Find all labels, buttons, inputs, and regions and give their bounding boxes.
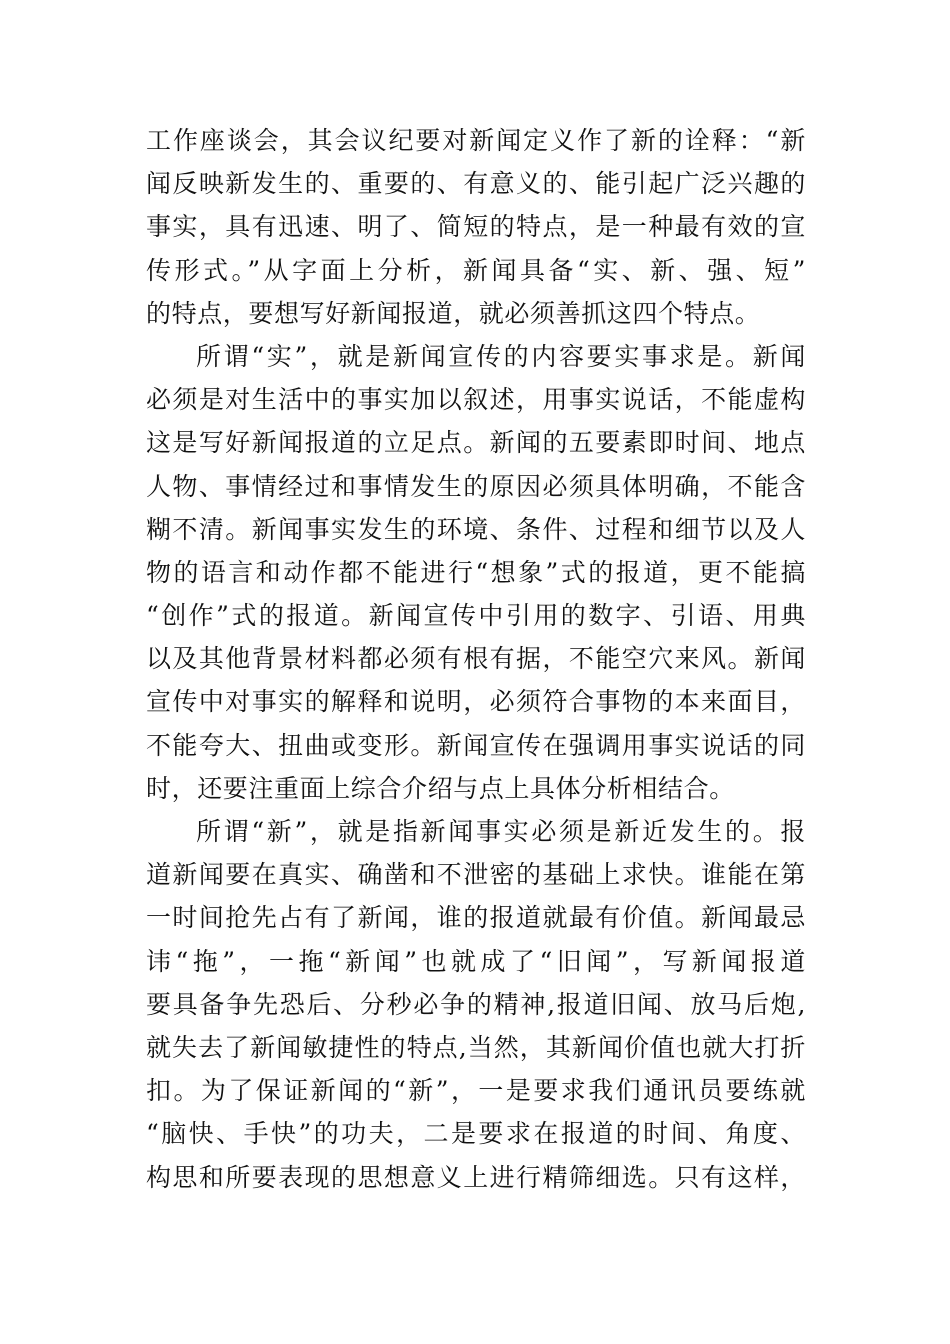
text-line: 这是写好新闻报道的立足点。新闻的五要素即时间、地点	[146, 428, 806, 458]
body-text	[146, 119, 806, 1199]
text-line: 构思和所要表现的思想意义上进行精筛细选。只有这样，	[146, 1162, 806, 1192]
text-line: 的特点，要想写好新闻报道，就必须善抓这四个特点。	[146, 298, 761, 328]
text-line: 讳“拖”，一拖“新闻”也就成了“旧闻”，写新闻报道	[146, 946, 806, 976]
text-line: 不能夸大、扭曲或变形。新闻宣传在强调用事实说话的同	[146, 730, 806, 760]
text-line: 闻反映新发生的、重要的、有意义的、能引起广泛兴趣的	[146, 169, 806, 199]
text-line: 要具备争先恐后、分秒必争的精神,报道旧闻、放马后炮,	[146, 989, 806, 1019]
text-line: 道新闻要在真实、确凿和不泄密的基础上求快。谁能在第	[146, 860, 806, 890]
text-line: 扣。为了保证新闻的“新”，一是要求我们通讯员要练就	[146, 1076, 806, 1106]
text-line: 物的语言和动作都不能进行“想象”式的报道，更不能搞	[146, 557, 806, 587]
text-line: 就失去了新闻敏捷性的特点,当然，其新闻价值也就大打折	[146, 1032, 806, 1062]
text-line: “脑快、手快”的功夫，二是要求在报道的时间、角度、	[146, 1119, 806, 1149]
text-line: 一时间抢先占有了新闻，谁的报道就最有价值。新闻最忌	[146, 903, 806, 933]
text-line: 所谓“新”，就是指新闻事实必须是新近发生的。报	[196, 817, 806, 846]
text-line: 人物、事情经过和事情发生的原因必须具体明确，不能含	[146, 471, 806, 501]
text-line: 时，还要注重面上综合介绍与点上具体分析相结合。	[146, 773, 735, 803]
text-line: 糊不清。新闻事实发生的环境、条件、过程和细节以及人	[146, 514, 806, 544]
text-line: 所谓“实”，就是新闻宣传的内容要实事求是。新闻	[196, 341, 806, 371]
text-line: “创作”式的报道。新闻宣传中引用的数字、引语、用典	[146, 601, 806, 631]
text-line: 事实，具有迅速、明了、简短的特点，是一种最有效的宣	[146, 212, 806, 242]
text-line: 以及其他背景材料都必须有根有据，不能空穴来风。新闻	[146, 644, 806, 674]
text-line: 工作座谈会，其会议纪要对新闻定义作了新的诠释：“新	[146, 126, 806, 155]
text-line: 必须是对生活中的事实加以叙述，用事实说话，不能虚构	[146, 385, 806, 415]
text-line: 传形式。”从字面上分析，新闻具备“实、新、强、短”	[146, 255, 806, 285]
text-line: 宣传中对事实的解释和说明，必须符合事物的本来面目，	[146, 687, 806, 717]
